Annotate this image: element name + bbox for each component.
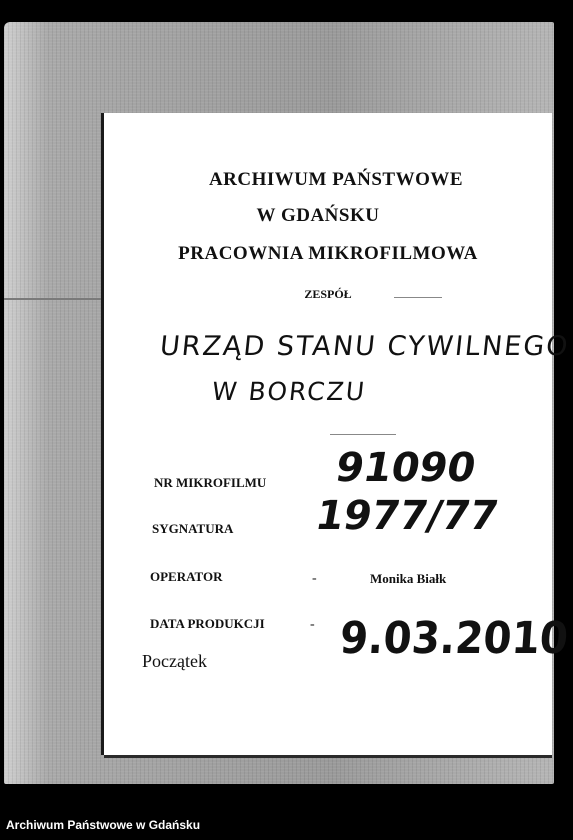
production-date-label: DATA PRODUKCJI [150, 616, 265, 631]
zespol-handwritten-line1: URZĄD STANU CYWILNEGO [158, 331, 572, 362]
archive-city-heading: W GDAŃSKU [256, 205, 380, 226]
microfilm-number-label: NR MIKROFILMU [154, 475, 267, 490]
production-date-dash: - [310, 617, 315, 632]
operator-label: OPERATOR [150, 569, 223, 584]
footer-archive-name: Archiwum Państwowe w Gdańsku [6, 818, 201, 832]
signature-label: SYGNATURA [152, 521, 234, 536]
start-marker: Początek [142, 651, 207, 671]
archive-name-heading: ARCHIWUM PAŃSTWOWE [208, 169, 464, 190]
microfilm-number-value: 91090 [331, 445, 480, 491]
number-rule [330, 434, 396, 435]
zespol-label: ZESPÓŁ [304, 287, 352, 301]
zespol-handwritten-line2: W BORCZU [210, 377, 368, 406]
title-card [104, 113, 572, 755]
operator-value: Monika Białk [370, 571, 447, 586]
workshop-heading: PRACOWNIA MIKROFILMOWA [178, 243, 478, 264]
sheet-edge-line [4, 298, 104, 300]
signature-value: 1977/77 [311, 493, 502, 539]
production-date-value: 9.03.2010 [338, 613, 570, 664]
operator-dash: - [312, 571, 317, 586]
footer-bar [0, 812, 573, 840]
zespol-rule [394, 297, 442, 298]
